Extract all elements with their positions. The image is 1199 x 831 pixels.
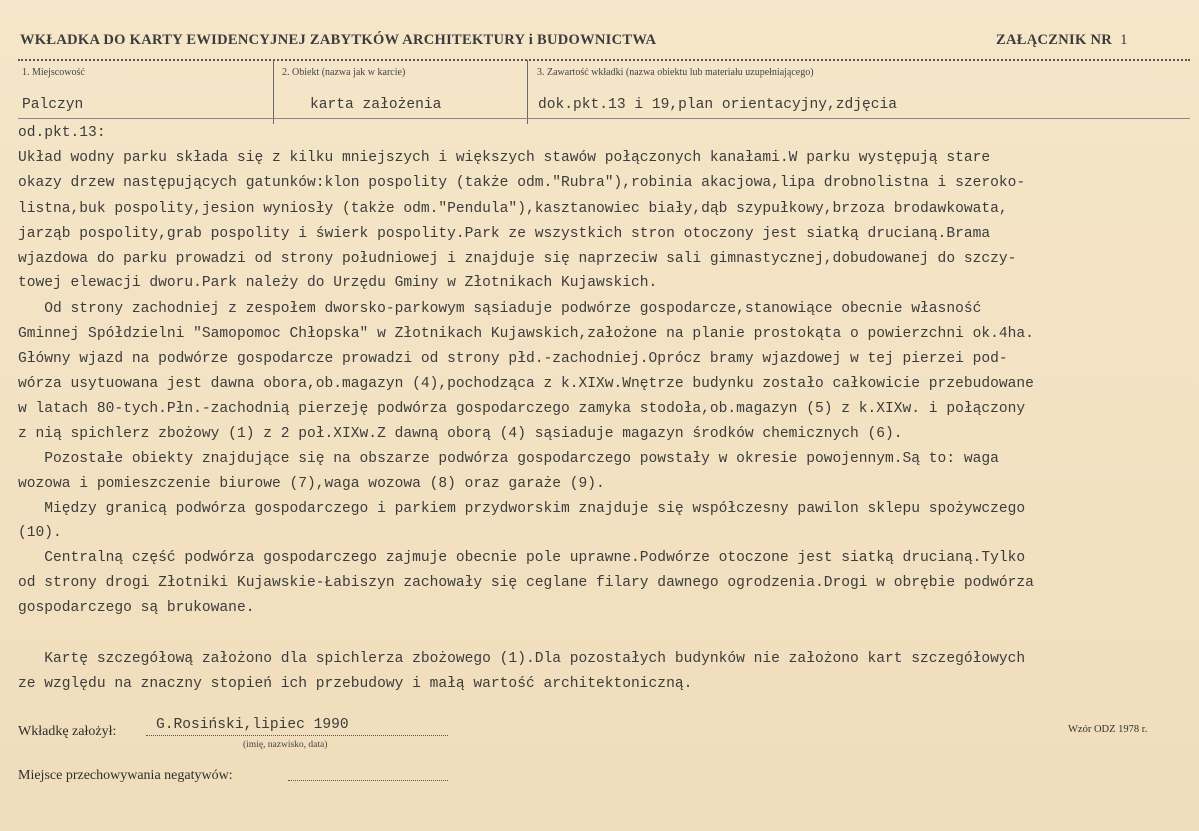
body-line: gospodarczego są brukowane. (18, 600, 255, 616)
body-line: wozowa i pomieszczenie biurowe (7),waga wozowa (8) oraz garaże (9). (18, 476, 605, 492)
body-line: Centralną część podwórza gospodarczego zajmuje obecnie pole uprawne.Podwórze otoczone jest siatką drucianą.Tylko (18, 550, 1026, 566)
body-line: Pozostałe obiekty znajdujące się na obszarze podwórza gospodarczego powstały w okresie powojennym.Są to: waga (18, 451, 999, 467)
body-line: w latach 80-tych.Płn.-zachodnią pierzeję podwórza gospodarczego zamyka stodoła,ob.magazyn (5) z k.XIXw. i połączony (18, 401, 1026, 417)
body-line: Kartę szczegółową założono dla spichlerza zbożowego (1).Dla pozostałych budynków nie założono kart szczegółowych (18, 651, 1026, 667)
body-line: wórza usytuowana jest dawna obora,ob.magazyn (4),pochodząca z k.XIXw.Wnętrze budynku zostało całkowicie przebudowane (18, 376, 1034, 392)
body-line: Główny wjazd na podwórze gospodarcze prowadzi od strony płd.-zachodniej.Oprócz bramy wjazdowej w tej pierzei pod- (18, 351, 1008, 367)
body-line: od.pkt.13: (18, 125, 106, 141)
body-line: wjazdowa do parku prowadzi od strony południowej i znajduje się naprzeciw sali gimnastycznej,dobudowanej do szczy- (18, 251, 1017, 267)
author-label: Wkładkę założył: (18, 724, 117, 739)
author-hint: (imię, nazwisko, data) (243, 740, 328, 750)
body-line: okazy drzew następujących gatunków:klon pospolity (także odm."Rubra"),robinia akacjowa,lipa drobnolistna i szeroko- (18, 175, 1026, 191)
body-line: jarząb pospolity,grab pospolity i świerk pospolity.Park ze wszystkich stron otoczony jest siatką drucianą.Brama (18, 226, 991, 242)
document-title: WKŁADKA DO KARTY EWIDENCYJNEJ ZABYTKÓW ARCHITEKTURY i BUDOWNICTWA (20, 32, 657, 48)
locality-label: 1. Miejscowość (22, 67, 85, 78)
body-line: z nią spichlerz zbożowy (1) z 2 poł.XIXw.Z dawną oborą (4) sąsiaduje magazyn środków chemicznych (6). (18, 426, 903, 442)
fields-bottom-rule (18, 118, 1190, 119)
annex-label-group (996, 32, 1128, 49)
column-divider-1 (273, 60, 274, 124)
body-line: od strony drogi Złotniki Kujawskie-Łabiszyn zachowały się ceglane filary dawnego ogrodzenia.Drogi w obrębie podwórza (18, 575, 1034, 591)
body-line: towej elewacji dworu.Park należy do Urzędu Gminy w Złotnikach Kujawskich. (18, 275, 658, 291)
body-line: (10). (18, 525, 62, 541)
content-value: dok.pkt.13 i 19,plan orientacyjny,zdjęcia (538, 97, 898, 113)
author-dotted-line (146, 735, 448, 736)
form-pattern-label: Wzór ODZ 1978 r. (1068, 724, 1148, 735)
body-line: Układ wodny parku składa się z kilku mniejszych i większych stawów połączonych kanałami.W parku występują stare (18, 150, 991, 166)
author-value: G.Rosiński,lipiec 1990 (156, 717, 349, 733)
body-line: Gminnej Spółdzielni "Samopomoc Chłopska" w Złotnikach Kujawskich,założone na planie prostokąta o powierzchni ok.4ha. (18, 326, 1034, 342)
column-divider-2 (527, 60, 528, 124)
body-line: Między granicą podwórza gospodarczego i parkiem przydworskim znajduje się współczesny pawilon sklepu spożywczego (18, 501, 1026, 517)
locality-value: Palczyn (22, 97, 84, 113)
header-divider (18, 59, 1190, 61)
body-line: Od strony zachodniej z zespołem dworsko-parkowym sąsiaduje podwórze gospodarcze,stanowiące obecnie własność (18, 301, 982, 317)
content-label: 3. Zawartość wkładki (nazwa obiektu lub materiału uzupełniającego) (537, 67, 814, 78)
negatives-label: Miejsce przechowywania negatywów: (18, 768, 233, 783)
body-line: ze względu na znaczny stopień ich przebudowy i małą wartość architektoniczną. (18, 676, 693, 692)
body-line: listna,buk pospolity,jesion wyniosły (także odm."Pendula"),kasztanowiec biały,dąb szypułkowy,brzoza brodawkowata, (18, 201, 1008, 217)
object-label: 2. Obiekt (nazwa jak w karcie) (282, 67, 406, 78)
object-value: karta założenia (310, 97, 442, 113)
negatives-dotted-line (288, 780, 448, 781)
annex-label: ZAŁĄCZNIK NR (996, 32, 1112, 48)
annex-number: 1 (1120, 32, 1128, 48)
